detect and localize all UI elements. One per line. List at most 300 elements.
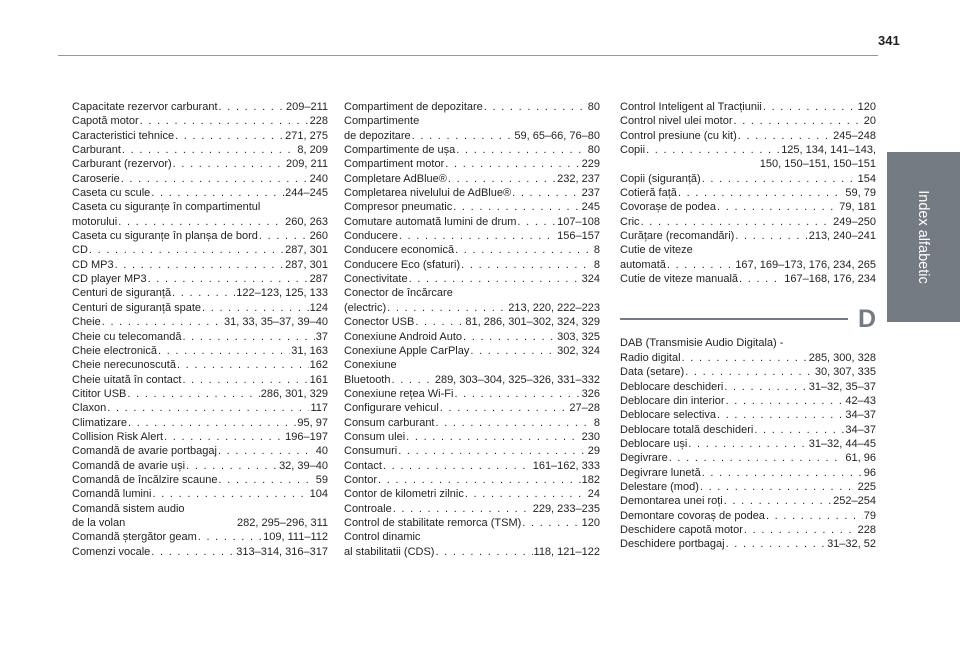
index-entry-term: Completare AdBlue® (344, 172, 447, 185)
index-entry[interactable] (72, 387, 328, 401)
index-entry[interactable] (344, 416, 600, 430)
index-entry-pages[interactable]: 79 (863, 509, 876, 522)
index-entry[interactable] (72, 157, 328, 171)
index-entry-term: Demontare covoraș de podea (620, 509, 765, 522)
index-entry[interactable] (72, 301, 328, 315)
dot-leader (682, 351, 808, 365)
index-entry[interactable] (620, 365, 876, 379)
dot-leader (455, 243, 593, 257)
index-entry-pages[interactable]: 120 (857, 101, 876, 113)
dot-leader (512, 186, 581, 200)
dot-leader (202, 301, 309, 315)
index-entry[interactable] (72, 545, 328, 559)
index-entry-pages[interactable]: 252–254 (833, 495, 876, 508)
index-entry-pages[interactable]: 229, 233–235 (532, 502, 600, 515)
dot-leader (717, 408, 844, 422)
index-entry[interactable] (72, 100, 328, 114)
index-entry-pages[interactable]: 8 (593, 416, 600, 429)
index-entry-pages[interactable]: 31–32, 52 (827, 538, 876, 551)
index-entry-term: Control presiune (cu kit) (620, 129, 737, 142)
index-entry-term: Completarea nivelului de AdBlue® (344, 187, 512, 200)
index-entry-pages[interactable]: 118, 121–122 (533, 545, 600, 558)
index-entry[interactable] (344, 143, 600, 157)
dot-leader (198, 530, 262, 544)
dot-leader (445, 157, 580, 171)
dot-leader (646, 143, 780, 157)
index-entry[interactable] (620, 423, 876, 437)
index-entry-pages[interactable]: 303, 325 (557, 330, 600, 343)
index-entry-pages[interactable]: 167, 169–173, 176, 234, 265 (735, 258, 876, 271)
index-entry-term: CD (72, 244, 88, 257)
index-entry-term: Control nivel ulei motor (620, 115, 733, 128)
index-entry-pages[interactable]: 61, 96 (845, 452, 876, 465)
index-entry[interactable] (72, 502, 328, 531)
index-entry-pages[interactable]: 156–157 (557, 230, 600, 243)
index-entry[interactable] (344, 502, 600, 516)
dot-leader (735, 229, 807, 243)
index-entry-pages[interactable]: 240 (309, 172, 328, 185)
index-entry-pages[interactable]: 324 (581, 273, 600, 286)
index-entry[interactable] (620, 243, 876, 272)
index-entry[interactable] (72, 200, 328, 229)
dot-leader (140, 114, 309, 128)
index-entry-pages[interactable]: 96 (863, 466, 876, 479)
index-entry[interactable] (620, 451, 876, 465)
dot-leader (107, 401, 309, 415)
index-entry-term: Compresor pneumatic (344, 201, 453, 214)
index-entry-term: Cutie de viteze manuală (620, 273, 739, 286)
index-entry-pages[interactable]: 8 (593, 258, 600, 271)
index-entry[interactable] (344, 487, 600, 501)
index-entry-pages[interactable]: 59, 65–66, 76–80 (514, 129, 600, 142)
index-entry[interactable] (344, 530, 600, 559)
index-entry-term: Cotieră față (620, 187, 677, 200)
index-entry[interactable] (344, 243, 600, 257)
index-entry[interactable] (620, 172, 876, 186)
index-entry-term: Compartimente de ușa (344, 144, 456, 157)
index-entry-pages[interactable]: 245 (581, 201, 600, 214)
dot-leader (465, 487, 587, 501)
index-entry-term: Control Inteligent al Tracțiunii (620, 101, 762, 113)
dot-leader (470, 344, 556, 358)
index-entry-pages[interactable]: 228 (857, 523, 876, 536)
index-entry[interactable] (72, 229, 328, 243)
dot-leader (724, 380, 807, 394)
index-entry[interactable] (72, 459, 328, 473)
index-entry-pages[interactable]: 42–43 (845, 394, 876, 407)
index-entry-pages[interactable]: 24 (587, 488, 600, 501)
index-entry[interactable] (620, 100, 876, 114)
index-entry-pages[interactable]: 20 (863, 115, 876, 128)
index-entry-term: Conexiune Android Auto (344, 330, 463, 343)
index-entry-pages[interactable]: 232, 237 (557, 172, 600, 185)
index-entry-pages[interactable]: 27–28 (569, 402, 600, 415)
index-entry-pages[interactable]: 31–32, 44–45 (808, 437, 876, 450)
index-entry-pages[interactable]: 95, 97 (297, 416, 328, 429)
index-entry[interactable] (620, 229, 876, 243)
index-entry[interactable] (72, 416, 328, 430)
dot-leader (259, 229, 309, 243)
dot-leader (406, 430, 581, 444)
dot-leader (440, 401, 569, 415)
index-entry[interactable] (620, 537, 876, 551)
dot-leader (700, 480, 857, 494)
dot-leader (454, 387, 580, 401)
index-entry[interactable] (344, 344, 600, 358)
index-entry-term: Deblocare deschideri (620, 380, 724, 393)
index-entry-pages[interactable]: 161 (309, 373, 328, 386)
dot-leader (688, 437, 807, 451)
dot-leader (463, 330, 556, 344)
index-entry-term: Comandă de avarie portbagaj (72, 445, 217, 458)
index-entry-pages[interactable]: 79, 181 (839, 201, 876, 214)
index-entry-term: Comandă ștergător geam (72, 531, 197, 544)
dot-leader (102, 315, 223, 329)
index-entry-term: Cititor USB (72, 387, 127, 400)
dot-leader (415, 315, 464, 329)
index-entry-pages[interactable]: 109, 111–112 (263, 531, 328, 544)
index-entry-pages[interactable]: 120 (581, 516, 600, 529)
index-entry-term: Cutie de viteze (620, 244, 693, 257)
section-tab-label: Index alfabetic (915, 190, 931, 284)
index-list-d (620, 336, 876, 551)
dot-leader (391, 373, 433, 387)
dot-leader (739, 272, 783, 286)
index-entry[interactable] (72, 344, 328, 358)
index-entry[interactable] (72, 330, 328, 344)
dot-leader (378, 473, 581, 487)
dot-leader (173, 157, 285, 171)
index-entry[interactable] (344, 186, 600, 200)
index-entry-pages[interactable]: 125, 134, 141–143, (781, 144, 876, 157)
index-entry-pages[interactable]: 213, 240–241 (808, 230, 876, 243)
index-entry-pages[interactable]: 107–108 (557, 215, 600, 228)
index-entry-term: Centuri de siguranță spate (72, 301, 202, 314)
section-d-rule (620, 318, 848, 320)
index-entry-pages[interactable]: 59 (315, 473, 328, 486)
index-entry-term: Data (setare) (620, 366, 685, 379)
page-number: 341 (878, 33, 900, 48)
index-entry-term: Comandă sistem audio (72, 502, 185, 515)
index-entry[interactable] (344, 229, 600, 243)
index-entry-pages[interactable]: 8, 209 (297, 144, 328, 157)
dot-leader (151, 545, 235, 559)
index-entry-pages[interactable]: 117 (310, 402, 328, 415)
dot-leader (669, 451, 845, 465)
index-list-c (620, 100, 876, 286)
index-entry[interactable] (344, 330, 600, 344)
index-entry[interactable] (344, 516, 600, 530)
index-entry-term: Comandă de încălzire scaune (72, 473, 218, 486)
index-entry-pages[interactable]: 104 (309, 488, 328, 501)
dot-leader (393, 502, 532, 516)
index-entry-pages[interactable]: 122–123, 125, 133 (236, 287, 328, 300)
index-entry-term: DAB (Transmisie Audio Digitala) - (620, 337, 784, 350)
index-entry-term: (electric) (344, 301, 387, 314)
dot-leader (453, 200, 580, 214)
index-entry-pages[interactable]: 80 (587, 101, 600, 113)
index-entry[interactable] (72, 114, 328, 128)
index-entry-term: Deblocare din interior (620, 394, 725, 407)
index-entry-term: Deblocare totală deschideri (620, 423, 754, 436)
index-entry-pages[interactable]: 209, 211 (285, 158, 328, 171)
index-entry[interactable] (344, 258, 600, 272)
index-entry[interactable] (344, 157, 600, 171)
index-entry-term: motorului (72, 215, 118, 228)
dot-leader (734, 114, 863, 128)
index-entry[interactable] (72, 272, 328, 286)
dot-leader (118, 215, 284, 229)
index-entry[interactable] (344, 387, 600, 401)
index-entry[interactable] (344, 459, 600, 473)
dot-leader (219, 100, 285, 114)
index-entry-term: de depozitare (344, 129, 411, 142)
dot-leader (685, 365, 814, 379)
index-entry[interactable] (620, 186, 876, 200)
index-entry-term: Conector de încărcare (344, 287, 453, 300)
index-entry-term: Climatizare (72, 416, 128, 429)
index-entry-pages[interactable]: 228 (309, 115, 328, 128)
index-entry[interactable] (620, 129, 876, 143)
index-entry[interactable] (620, 494, 876, 508)
section-d-header (620, 306, 876, 332)
dot-leader (667, 258, 734, 272)
index-entry[interactable] (620, 380, 876, 394)
dot-leader (127, 387, 259, 401)
index-entry-pages[interactable]: 31, 163 (291, 344, 328, 357)
index-entry-term: Conector USB (344, 316, 415, 329)
index-entry-pages[interactable]: 59, 79 (845, 187, 876, 200)
index-entry[interactable] (72, 243, 328, 257)
index-entry-term: Control de stabilitate remorca (TSM) (344, 516, 522, 529)
index-entry-pages[interactable]: 196–197 (285, 430, 328, 443)
index-entry-term: Comenzi vocale (72, 545, 151, 558)
index-entry-pages[interactable]: 29 (587, 445, 600, 458)
index-entry-term: Cric (620, 215, 640, 228)
index-entry-term: Copii (siguranță) (620, 172, 701, 185)
index-entry-pages[interactable]: 302, 324 (557, 344, 600, 357)
index-entry-pages[interactable]: 245–248 (833, 129, 876, 142)
index-entry-pages[interactable]: 249–250 (833, 215, 876, 228)
index-entry-term: Consum carburant (344, 416, 435, 429)
index-entry[interactable] (72, 444, 328, 458)
dot-leader (702, 466, 863, 480)
index-entry-pages[interactable]: 162 (309, 359, 328, 372)
dot-leader (398, 444, 587, 458)
index-entry[interactable] (620, 336, 876, 365)
index-entry-term: Contor de kilometri zilnic (344, 488, 464, 501)
index-entry-pages[interactable]: 230 (581, 430, 600, 443)
index-entry[interactable] (72, 473, 328, 487)
dot-leader (522, 516, 580, 530)
index-entry-term: Configurare vehicul (344, 402, 439, 415)
index-entry[interactable] (620, 509, 876, 523)
index-entry[interactable] (72, 373, 328, 387)
dot-leader (726, 537, 826, 551)
index-entry-pages[interactable]: 31, 33, 35–37, 39–40 (224, 316, 328, 329)
index-column-2 (344, 100, 600, 559)
dot-leader (744, 523, 857, 537)
index-entry[interactable] (72, 315, 328, 329)
dot-leader (724, 494, 832, 508)
dot-leader (678, 186, 845, 200)
index-entry-pages[interactable]: 80 (587, 144, 600, 157)
index-entry-term: Degivrare (620, 452, 668, 465)
index-entry[interactable] (620, 114, 876, 128)
index-entry[interactable] (344, 473, 600, 487)
dot-leader (766, 509, 863, 523)
section-tab[interactable] (887, 152, 960, 322)
dot-leader (456, 143, 586, 157)
index-entry-pages[interactable]: 34–37 (845, 409, 876, 422)
index-entry-pages[interactable]: 8 (593, 244, 600, 257)
index-entry-pages[interactable]: 229 (581, 158, 600, 171)
index-entry-term: Conducere Eco (sfaturi) (344, 258, 461, 271)
index-entry-pages[interactable]: 282, 295–296, 311 (237, 516, 328, 529)
index-entry[interactable] (344, 286, 600, 315)
index-entry-term: Claxon (72, 402, 107, 415)
dot-leader (115, 258, 285, 272)
index-entry-pages[interactable]: 271, 275 (285, 129, 328, 142)
index-entry[interactable] (620, 466, 876, 480)
index-entry-pages[interactable]: 289, 303–304, 325–326, 331–332 (434, 373, 600, 386)
index-entry-pages[interactable]: 285, 300, 328 (808, 351, 876, 364)
index-entry-term: Conducere economică (344, 244, 455, 257)
index-entry[interactable] (72, 172, 328, 186)
header-rule (58, 55, 878, 56)
index-entry-term: Capotă motor (72, 115, 139, 128)
index-entry-pages[interactable]: 209–211 (285, 101, 328, 113)
index-entry-term: Cheie uitată în contact (72, 373, 182, 386)
dot-leader (641, 215, 833, 229)
index-entry-pages[interactable]: 154 (857, 172, 876, 185)
index-entry[interactable] (344, 401, 600, 415)
index-entry-pages[interactable]: 287, 301 (285, 258, 328, 271)
index-entry[interactable] (620, 394, 876, 408)
dot-leader (409, 272, 581, 286)
index-entry-pages[interactable]: 167–168, 176, 234 (784, 273, 876, 286)
dot-leader (182, 373, 308, 387)
index-entry-pages[interactable]: 287 (309, 273, 328, 286)
dot-leader (484, 100, 587, 114)
index-entry[interactable] (72, 401, 328, 415)
index-entry[interactable] (72, 530, 328, 544)
index-entry[interactable] (620, 200, 876, 214)
dot-leader (182, 330, 314, 344)
index-entry-pages[interactable]: 313–314, 316–317 (236, 545, 328, 558)
index-entry-pages[interactable]: 37 (315, 330, 328, 343)
index-entry-term: Demontarea unei roți (620, 495, 723, 508)
index-entry-term: Covorașe de podea (620, 201, 717, 214)
index-entry-pages[interactable]: 286, 301, 329 (260, 387, 328, 400)
index-entry-pages[interactable]: 161–162, 333 (532, 459, 600, 472)
dot-leader (738, 129, 832, 143)
index-entry[interactable] (344, 215, 600, 229)
dot-leader (152, 487, 308, 501)
index-entry-pages[interactable]: 34–37 (845, 423, 876, 436)
dot-leader (436, 416, 593, 430)
dot-leader (763, 100, 857, 114)
index-entry[interactable] (344, 315, 600, 329)
index-entry[interactable] (620, 272, 876, 286)
index-entry[interactable] (344, 172, 600, 186)
index-entry-term: Curățare (recomandări) (620, 230, 735, 243)
index-entry[interactable] (72, 358, 328, 372)
index-entry-pages[interactable]: 81, 286, 301–302, 324, 329 (465, 316, 600, 329)
index-entry[interactable] (620, 480, 876, 494)
index-entry-pages[interactable]: 213, 220, 222–223 (508, 301, 600, 314)
index-entry-term: Cheie nerecunoscută (72, 359, 176, 372)
index-entry[interactable] (620, 143, 876, 172)
index-entry-term: automată (620, 258, 666, 271)
dot-leader (128, 416, 296, 430)
index-entry[interactable] (72, 186, 328, 200)
index-entry[interactable] (72, 129, 328, 143)
dot-leader (122, 143, 296, 157)
index-entry-pages[interactable]: 32, 39–40 (279, 459, 328, 472)
index-entry-pages[interactable]: 182 (581, 473, 600, 486)
dot-leader (218, 444, 315, 458)
index-entry[interactable] (72, 430, 328, 444)
index-entry-pages[interactable]: 124 (309, 301, 328, 314)
dot-leader (435, 545, 532, 559)
index-entry-term: Deblocare selectiva (620, 409, 716, 422)
index-entry-term: Compartimente (344, 115, 420, 128)
index-entry[interactable] (72, 143, 328, 157)
index-entry-term: Compartiment de depozitare (344, 101, 483, 113)
index-entry-pages[interactable]: 244–245 (285, 187, 328, 200)
index-entry-term: Degivrare lunetă (620, 466, 701, 479)
index-entry-term: Conectivitate (344, 273, 408, 286)
index-entry[interactable] (344, 430, 600, 444)
index-entry-term: Conexiune Apple CarPlay (344, 344, 470, 357)
index-entry[interactable] (620, 215, 876, 229)
index-entry[interactable] (344, 444, 600, 458)
index-entry-term: Comutare automată lumini de drum (344, 215, 517, 228)
index-entry-pages[interactable]: 287, 301 (285, 244, 328, 257)
index-entry-pages[interactable]: 260, 263 (285, 215, 328, 228)
index-entry-term: al stabilitatii (CDS) (344, 545, 435, 558)
dot-leader (702, 172, 857, 186)
index-entry[interactable] (344, 100, 600, 114)
index-entry[interactable] (620, 523, 876, 537)
index-entry-term: Comandă de avarie uși (72, 459, 186, 472)
index-entry-term: Carburant (rezervor) (72, 158, 172, 171)
index-entry[interactable] (344, 358, 600, 387)
index-entry[interactable] (620, 408, 876, 422)
index-entry-pages[interactable]: 31–32, 35–37 (808, 380, 876, 393)
index-entry[interactable] (72, 487, 328, 501)
index-entry[interactable] (344, 272, 600, 286)
index-entry-pages[interactable]: 40 (315, 445, 328, 458)
index-entry[interactable] (72, 258, 328, 272)
index-entry[interactable] (344, 200, 600, 214)
index-entry[interactable] (620, 437, 876, 451)
section-d-letter: D (857, 305, 876, 334)
index-column-1 (72, 100, 328, 559)
index-entry-pages[interactable]: 225 (857, 480, 876, 493)
index-entry-pages[interactable]: 30, 307, 335 (814, 366, 876, 379)
index-entry[interactable] (344, 114, 600, 143)
index-entry-pages[interactable]: 326 (581, 387, 600, 400)
index-entry[interactable] (72, 286, 328, 300)
index-entry-pages[interactable]: 260 (309, 230, 328, 243)
index-entry-term: de la volan (72, 516, 126, 529)
index-entry-pages-continued[interactable]: 150, 150–151, 150–151 (759, 158, 876, 171)
index-entry-pages[interactable]: 237 (581, 187, 600, 200)
dot-leader (461, 258, 593, 272)
dot-leader (158, 344, 290, 358)
